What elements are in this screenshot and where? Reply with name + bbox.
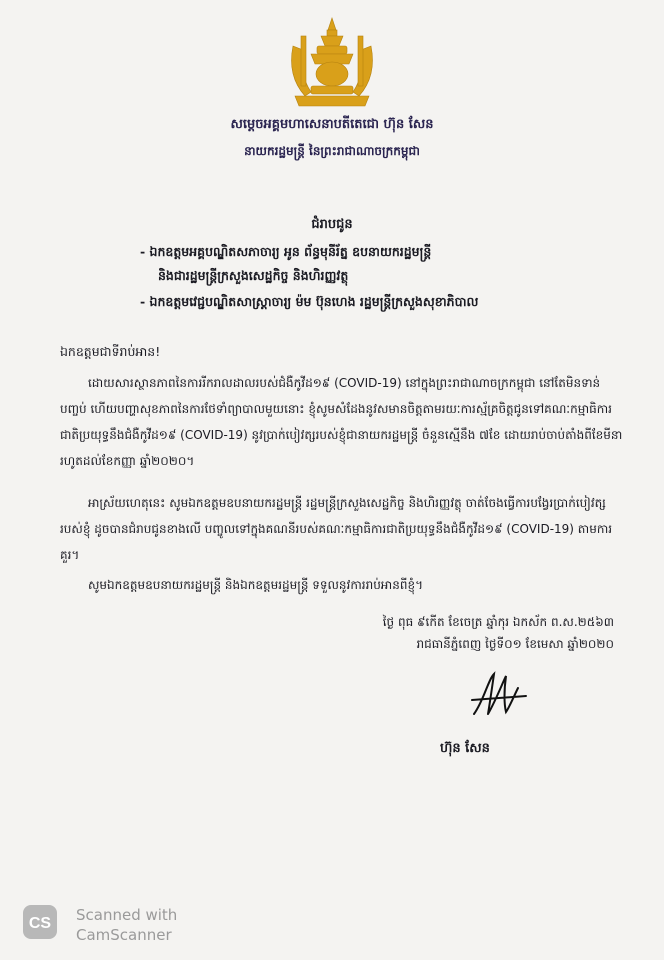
royal-coat-of-arms-icon [281,16,383,108]
send-to-label: ជំរាបជូន [311,217,353,232]
signatory-title: សម្ដេចអគ្គមហាសេនាបតីតេជោ ហ៊ុន សែន [230,117,434,132]
body-paragraph-2: អាស្រ័យហេតុនេះ សូមឯកឧត្តមឧបនាយករដ្ឋមន្ត្រី រដ្ឋមន្ត្រីក្រសួងសេដ្ឋកិច្ច និងហិរញ្ញវត្ថុ ចាត់ចែងធ្វើការបង្វែរប្រាក់បៀវត្សរបស់ខ្ញុំ ដូចបានជំរាបជូនខាងលើ បញ្ចូលទៅក្នុងគណនីរបស់គណៈកម្មាធិការជាតិប្រយុទ្ធនឹងជំងឺកូវីដ១៩ (COVID-19) តាមការគួរ។ [60,496,613,562]
recipient-2: - ឯកឧត្តមវេជ្ជបណ្ឌិតសាស្ត្រាចារ្យ ម៉ម ប៊ុនហេង រដ្ឋមន្ត្រីក្រសួងសុខាភិបាល [140,294,479,309]
office-title: នាយករដ្ឋមន្ត្រី នៃព្រះរាជាណាចក្រកម្ពុជា [244,144,420,158]
signer-name: ហ៊ុន សែន [440,741,490,756]
handwritten-signature [470,670,530,718]
recipient-1: - ឯកឧត្តមអគ្គបណ្ឌិតសភាចារ្យ អូន ព័ន្ធមុនីរ័ត្ន ឧបនាយករដ្ឋមន្ត្រី [140,244,432,259]
recipient-1-continued: និងជារដ្ឋមន្ត្រីក្រសួងសេដ្ឋកិច្ច និងហិរញ្ញវត្ថុ [158,268,349,283]
watermark-line-1: Scanned with [76,906,178,924]
camscanner-watermark [76,905,177,945]
svg-text:CS: CS [28,915,52,932]
watermark-line-2: CamScanner [76,926,172,944]
date-solar: រាជធានីភ្នំពេញ ថ្ងៃទី០១ ខែមេសា ឆ្នាំ២០២០ [416,637,614,651]
greeting: ឯកឧត្តមជាទីរាប់អាន! [60,344,161,359]
body-paragraph-3: សូមឯកឧត្តមឧបនាយករដ្ឋមន្ត្រី និងឯកឧត្តមរដ្ឋមន្ត្រី ទទួលនូវការរាប់អានពីខ្ញុំ។ [88,578,423,592]
body-paragraph-1: ដោយសារស្ថានភាពនៃការរីករាលដាលរបស់ជំងឺកូវីដ១៩ (COVID-19) នៅក្នុងព្រះរាជាណាចក្រកម្ពុជា នៅតែមិនទាន់បញ្ចប់ ហើយបញ្ហាសុខភាពនៃការថែទាំព្យាបាលមួយនោះ ខ្ញុំសូមសំដែងនូវសមានចិត្តតាមរយៈការស្ម័គ្រចិត្តជូនទៅគណៈកម្មាធិការជាតិប្រយុទ្ធនឹងជំងឺកូវីដ១៩ (COVID-19) នូវប្រាក់បៀវត្សរបស់ខ្ញុំជានាយករដ្ឋមន្ត្រី ចំនួនស្មើនឹង ៧ខែ ដោយរាប់ចាប់តាំងពីខែមីនា រហូតដល់ខែកញ្ញា ឆ្នាំ២០២០។ [60,376,623,468]
date-lunar: ថ្ងៃ ពុធ ៩កើត ខែចេត្រ ឆ្នាំកុរ ឯកស័ក ព.ស.២៥៦៣ [382,615,614,629]
camscanner-logo-icon [22,904,58,940]
